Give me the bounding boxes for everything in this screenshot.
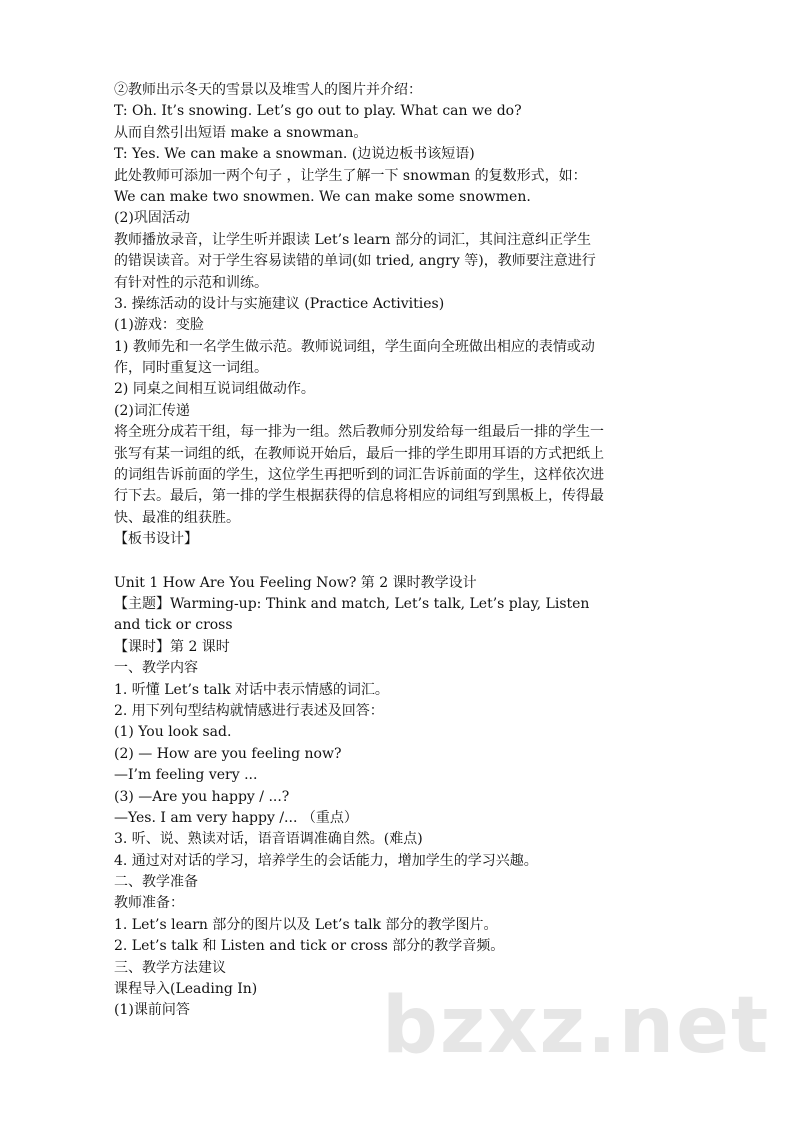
text-line: 4. 通过对对话的学习，培养学生的会话能力，增加学生的学习兴趣。 <box>114 852 538 869</box>
text-line: T: Oh. It’s snowing. Let’s go out to play. What can we do? <box>114 103 522 120</box>
text-line: 教师播放录音，让学生听并跟读 Let’s learn 部分的词汇，其间注意纠正学生 <box>114 231 592 248</box>
text-line: 3. 操练活动的设计与实施建议 (Practice Activities) <box>114 295 445 312</box>
text-line: 1) 教师先和一名学生做示范。教师说词组，学生面向全班做出相应的表情或动 <box>114 338 595 355</box>
text-line: 三、教学方法建议 <box>114 959 226 976</box>
text-line: (1) You look sad. <box>114 724 232 741</box>
text-line: 1. 听懂 Let’s talk 对话中表示情感的词汇。 <box>114 681 389 698</box>
text-line: (2)巩固活动 <box>114 210 190 227</box>
lesson-title: Unit 1 How Are You Feeling Now? 第 2 课时教学设计 <box>114 574 477 591</box>
section-activities <box>114 80 694 551</box>
text-line: (1)课前问答 <box>114 1002 190 1019</box>
text-line: (3) —Are you happy / ...? <box>114 788 290 805</box>
text-line: 有针对性的示范和训练。 <box>114 274 268 291</box>
text-line: 作，同时重复这一词组。 <box>114 360 268 377</box>
text-line: —I’m feeling very ... <box>114 767 258 784</box>
text-line: 张写有某一词组的纸，在教师说开始后，最后一排的学生即用耳语的方式把纸上 <box>114 445 604 462</box>
section-lesson-plan <box>114 573 694 1022</box>
document-body <box>114 80 694 1022</box>
section-gap <box>114 551 694 573</box>
text-line: 2. 用下列句型结构就情感进行表述及回答： <box>114 702 384 719</box>
text-line: —Yes. I am very happy /... （重点） <box>114 809 358 826</box>
text-line: 【课时】第 2 课时 <box>114 638 230 655</box>
text-line: 将全班分成若干组，每一排为一组。然后教师分别发给每一组最后一排的学生一 <box>114 424 604 441</box>
text-line: T: Yes. We can make a snowman. (边说边板书该短语) <box>114 146 475 163</box>
text-line: 的词组告诉前面的学生，这位学生再把听到的词汇告诉前面的学生，这样依次进 <box>114 467 604 484</box>
text-line: (1)游戏：变脸 <box>114 317 204 334</box>
text-line: 2. Let’s talk 和 Listen and tick or cross 部分的教学音频。 <box>114 938 505 955</box>
text-line: 课程导入(Leading In) <box>114 981 258 998</box>
text-line: 3. 听、说、熟读对话，语音语调准确自然。(难点) <box>114 831 423 848</box>
text-line: 行下去。最后，第一排的学生根据获得的信息将相应的词组写到黑板上，传得最 <box>114 488 604 505</box>
text-line: ②教师出示冬天的雪景以及堆雪人的图片并介绍： <box>114 82 422 98</box>
text-line: We can make two snowmen. We can make some snowmen. <box>114 188 531 205</box>
board-design-heading: 【板书设计】 <box>114 531 198 548</box>
text-line: 2) 同桌之间相互说词组做动作。 <box>114 381 315 398</box>
text-line: 1. Let’s learn 部分的图片以及 Let’s talk 部分的教学图片。 <box>114 916 498 933</box>
text-line: and tick or cross <box>114 617 233 634</box>
text-line: 从而自然引出短语 make a snowman。 <box>114 124 368 141</box>
text-line: 的错误读音。对于学生容易读错的单词(如 tried, angry 等)，教师要注意进行 <box>114 253 596 270</box>
text-line: 快、最准的组获胜。 <box>114 509 240 526</box>
text-line: 二、教学准备 <box>114 874 198 891</box>
text-line: (2) — How are you feeling now? <box>114 745 342 762</box>
text-line: (2)词汇传递 <box>114 402 190 419</box>
watermark: bzxz.net <box>382 981 771 1071</box>
text-line: 【主题】Warming-up: Think and match, Let’s talk, Let’s play, Listen <box>114 595 590 612</box>
text-line: 教师准备： <box>114 895 184 912</box>
text-line: 一、教学内容 <box>114 660 198 677</box>
text-line: 此处教师可添加一两个句子 ，让学生了解一下 snowman 的复数形式，如： <box>114 167 587 184</box>
